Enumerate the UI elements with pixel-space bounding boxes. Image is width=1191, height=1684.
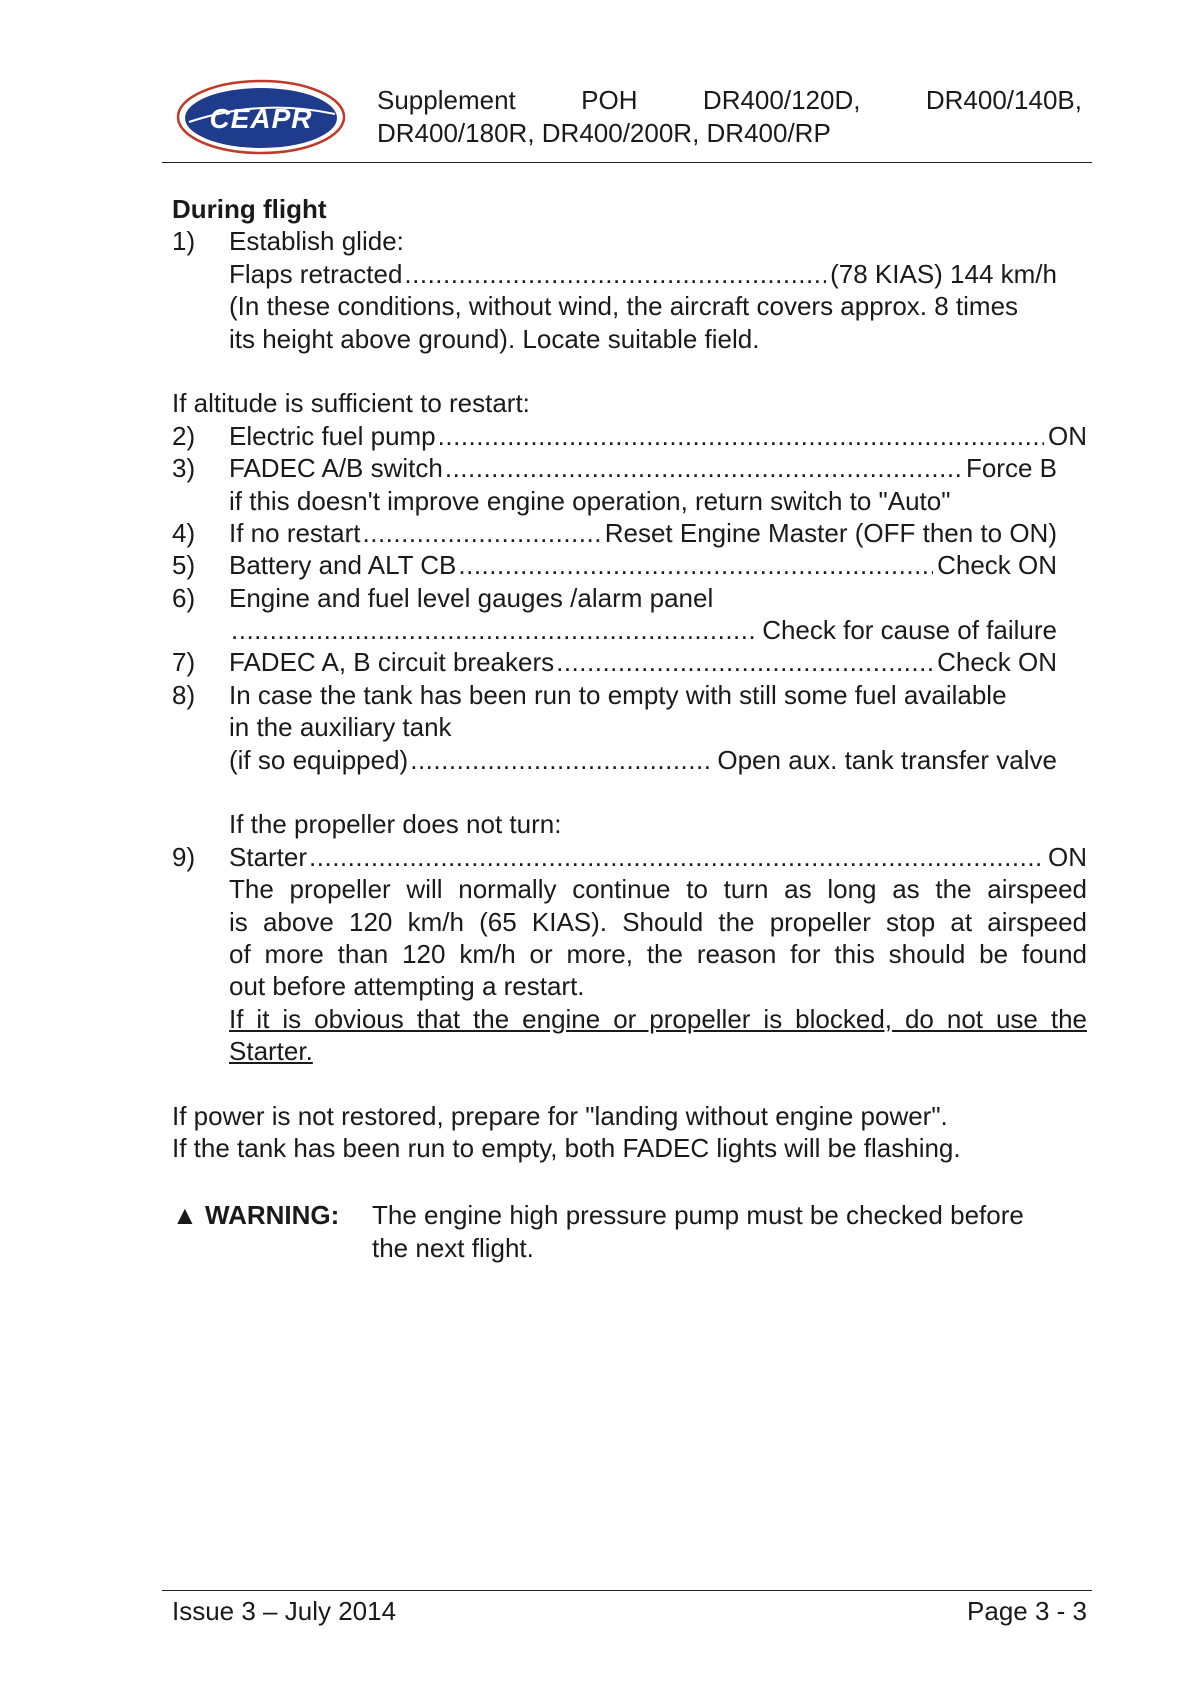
item-value: Open aux. tank transfer valve <box>717 744 1057 775</box>
step-9-caution-line <box>172 1003 1087 1035</box>
step-9-note-line <box>172 970 1087 1002</box>
item-label: Flaps retracted <box>229 258 403 289</box>
ceapr-logo <box>175 78 347 156</box>
flaps-item <box>172 258 1087 290</box>
propeller-intro <box>172 808 1087 840</box>
item-label: (if so equipped) <box>229 744 409 775</box>
leader-dots <box>410 744 713 776</box>
closing-line: If power is not restored, prepare for "landing without engine power". <box>172 1100 948 1131</box>
header-word: DR400/120D, <box>702 85 861 115</box>
step-number: 8) <box>172 679 196 710</box>
leader-dots <box>438 420 1044 452</box>
step-3 <box>172 452 1087 484</box>
step-number: 7) <box>172 647 196 678</box>
step-9 <box>172 841 1087 873</box>
step-6-value <box>172 614 1087 646</box>
glide-note-line <box>172 290 1087 322</box>
step-8-item <box>172 744 1087 776</box>
footer-divider <box>162 1590 1092 1591</box>
step-3-note <box>172 485 1087 517</box>
step-5 <box>172 549 1087 581</box>
header-word: POH <box>581 85 638 115</box>
leader-dots <box>458 549 933 581</box>
leader-dots <box>309 841 1044 873</box>
leader-dots <box>363 517 601 549</box>
item-label: Battery and ALT CB <box>229 550 457 581</box>
note-text: (In these conditions, without wind, the aircraft covers approx. 8 times <box>229 291 1019 322</box>
header-divider <box>162 162 1092 163</box>
step-2 <box>172 420 1087 452</box>
glide-note-line <box>172 323 1087 355</box>
note-text: its height above ground). Locate suitable field. <box>229 323 760 354</box>
step-text: Establish glide: <box>229 226 404 257</box>
note-text: is above 120 km/h (65 KIAS). Should the propeller stop at airspeed <box>229 906 1087 937</box>
note-text: out before attempting a restart. <box>229 971 585 1002</box>
note-text: of more than 120 km/h or more, the reason for this should be found <box>229 938 1087 969</box>
header-word: DR400/140B, <box>925 85 1082 115</box>
step-8 <box>172 679 1087 711</box>
item-value: Check ON <box>937 647 1057 678</box>
warning-text: the next flight. <box>372 1233 534 1263</box>
procedure-content <box>172 193 1087 1165</box>
caution-text: Starter. <box>229 1036 313 1067</box>
step-4 <box>172 517 1087 549</box>
leader-dots <box>231 614 758 646</box>
item-label: Engine and fuel level gauges /alarm panel <box>229 582 714 613</box>
item-value: Force B <box>965 453 1057 484</box>
step-9-note-line <box>172 906 1087 938</box>
step-6 <box>172 582 1087 614</box>
warning-text: The engine high pressure pump must be checked before <box>372 1200 1024 1230</box>
step-8-line <box>172 711 1087 743</box>
svg-text:CEAPR: CEAPR <box>209 103 313 134</box>
step-1 <box>172 225 1087 257</box>
restart-intro: If altitude is sufficient to restart: <box>172 388 530 419</box>
item-value: Check ON <box>937 550 1057 581</box>
step-text: in the auxiliary tank <box>229 712 452 743</box>
caution-text: If it is obvious that the engine or propeller is blocked, do not use the <box>229 1003 1087 1034</box>
step-9-note-line <box>172 873 1087 905</box>
note-text: if this doesn't improve engine operation, return switch to "Auto" <box>229 485 951 516</box>
issue-date: Issue 3 – July 2014 <box>172 1596 397 1626</box>
step-number: 9) <box>172 841 196 872</box>
section-heading: During flight <box>172 194 327 224</box>
step-number: 6) <box>172 582 196 613</box>
header-line2: DR400/180R, DR400/200R, DR400/RP <box>377 118 831 148</box>
step-number: 4) <box>172 517 196 548</box>
step-9-caution-line <box>172 1035 1087 1067</box>
leader-dots <box>445 452 962 484</box>
note-text: The propeller will normally continue to turn as long as the airspeed <box>229 874 1087 905</box>
item-label: Electric fuel pump <box>229 420 436 451</box>
intro-text: If the propeller does not turn: <box>229 809 562 840</box>
leader-dots <box>556 646 933 678</box>
warning-label: ▲ WARNING: <box>172 1200 340 1230</box>
item-value: Reset Engine Master (OFF then to ON) <box>604 517 1057 548</box>
item-label: FADEC A, B circuit breakers <box>229 647 555 678</box>
header-word: Supplement <box>377 85 516 115</box>
step-number: 2) <box>172 420 196 451</box>
step-7 <box>172 646 1087 678</box>
item-value: (78 KIAS) 144 km/h <box>830 258 1057 289</box>
leader-dots <box>404 258 826 290</box>
step-number: 1) <box>172 226 196 257</box>
step-9-note-line <box>172 938 1087 970</box>
step-number: 5) <box>172 550 196 581</box>
item-label: Starter <box>229 841 308 872</box>
page-number: Page 3 - 3 <box>967 1596 1087 1626</box>
step-number: 3) <box>172 453 196 484</box>
item-value: Check for cause of failure <box>762 615 1057 646</box>
item-value: ON <box>1048 420 1087 451</box>
item-value: ON <box>1048 841 1087 872</box>
item-label: If no restart <box>229 517 361 548</box>
document-header-title <box>377 84 1082 150</box>
closing-line: If the tank has been run to empty, both FADEC lights will be flashing. <box>172 1133 961 1164</box>
item-label: FADEC A/B switch <box>229 453 443 484</box>
step-text: In case the tank has been run to empty with still some fuel available <box>229 679 1007 710</box>
